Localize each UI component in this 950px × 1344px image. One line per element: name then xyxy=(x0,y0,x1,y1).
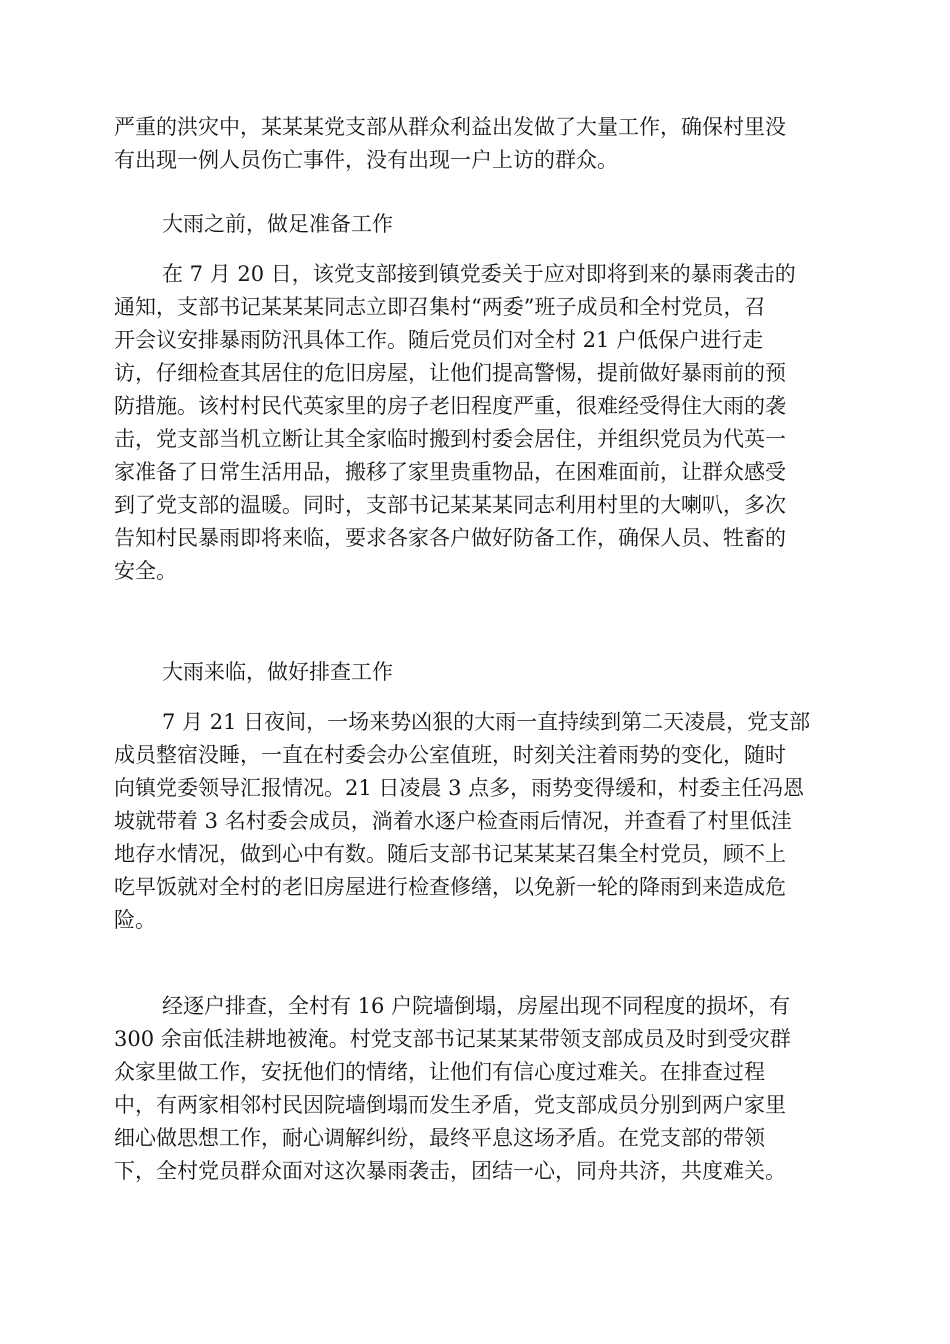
text-line: 中，有两家相邻村民因院墙倒塌而发生矛盾，党支部成员分别到两户家里 xyxy=(114,1093,786,1117)
text-line: 家准备了日常生活用品，搬移了家里贵重物品，在困难面前，让群众感受 xyxy=(114,460,786,484)
text-line: 吃早饭就对全村的老旧房屋进行检查修缮，以免新一轮的降雨到来造成危 xyxy=(114,875,786,899)
text-line: 有出现一例人员伤亡事件，没有出现一户上访的群众。 xyxy=(114,148,618,172)
text-line: 在 7 月 20 日，该党支部接到镇党委关于应对即将到来的暴雨袭击的 xyxy=(162,262,796,286)
text-line: 访，仔细检查其居住的危旧房屋，让他们提高警惕，提前做好暴雨前的预 xyxy=(114,361,786,385)
text-line: 防措施。该村村民代英家里的房子老旧程度严重，很难经受得住大雨的袭 xyxy=(114,394,786,418)
text-line: 向镇党委领导汇报情况。21 日凌晨 3 点多，雨势变得缓和，村委主任冯恩 xyxy=(114,776,805,800)
text-line: 地存水情况，做到心中有数。随后支部书记某某某召集全村党员，顾不上 xyxy=(114,842,786,866)
heading-text: 大雨之前，做足准备工作 xyxy=(162,212,393,236)
text-line: 击，党支部当机立断让其全家临时搬到村委会居住，并组织党员为代英一 xyxy=(114,427,786,451)
text-line: 开会议安排暴雨防汛具体工作。随后党员们对全村 21 户低保户进行走 xyxy=(114,328,764,352)
text-line: 300 余亩低洼耕地被淹。村党支部书记某某某带领支部成员及时到受灾群 xyxy=(114,1027,791,1051)
text-line: 成员整宿没睡，一直在村委会办公室值班，时刻关注着雨势的变化，随时 xyxy=(114,743,786,767)
text-line: 7 月 21 日夜间，一场来势凶狠的大雨一直持续到第二天凌晨，党支部 xyxy=(162,710,811,734)
heading-text: 大雨来临，做好排查工作 xyxy=(162,660,393,684)
text-line: 经逐户排查，全村有 16 户院墙倒塌，房屋出现不同程度的损坏，有 xyxy=(162,994,791,1018)
paragraph-damage-report xyxy=(114,990,834,1188)
text-line: 告知村民暴雨即将来临，要求各家各户做好防备工作，确保人员、牲畜的 xyxy=(114,526,786,550)
text-line: 众家里做工作，安抚他们的情绪，让他们有信心度过难关。在排查过程 xyxy=(114,1060,765,1084)
text-line: 险。 xyxy=(114,908,156,932)
text-line: 严重的洪灾中，某某某党支部从群众利益出发做了大量工作，确保村里没 xyxy=(114,115,786,139)
text-line: 到了党支部的温暖。同时，支部书记某某某同志利用村里的大喇叭，多次 xyxy=(114,493,786,517)
paragraph-inspection xyxy=(114,706,834,937)
text-line: 下，全村党员群众面对这次暴雨袭击，团结一心，同舟共济，共度难关。 xyxy=(114,1159,786,1183)
paragraph-intro xyxy=(114,111,834,177)
text-line: 安全。 xyxy=(114,559,177,583)
section-heading-during-rain xyxy=(114,656,834,689)
section-heading-before-rain xyxy=(114,208,834,241)
paragraph-preparation xyxy=(114,258,834,588)
text-line: 坡就带着 3 名村委会成员，淌着水逐户检查雨后情况，并查看了村里低洼 xyxy=(114,809,792,833)
text-line: 细心做思想工作，耐心调解纠纷，最终平息这场矛盾。在党支部的带领 xyxy=(114,1126,765,1150)
text-line: 通知，支部书记某某某同志立即召集村“两委”班子成员和全村党员，召 xyxy=(114,295,766,319)
